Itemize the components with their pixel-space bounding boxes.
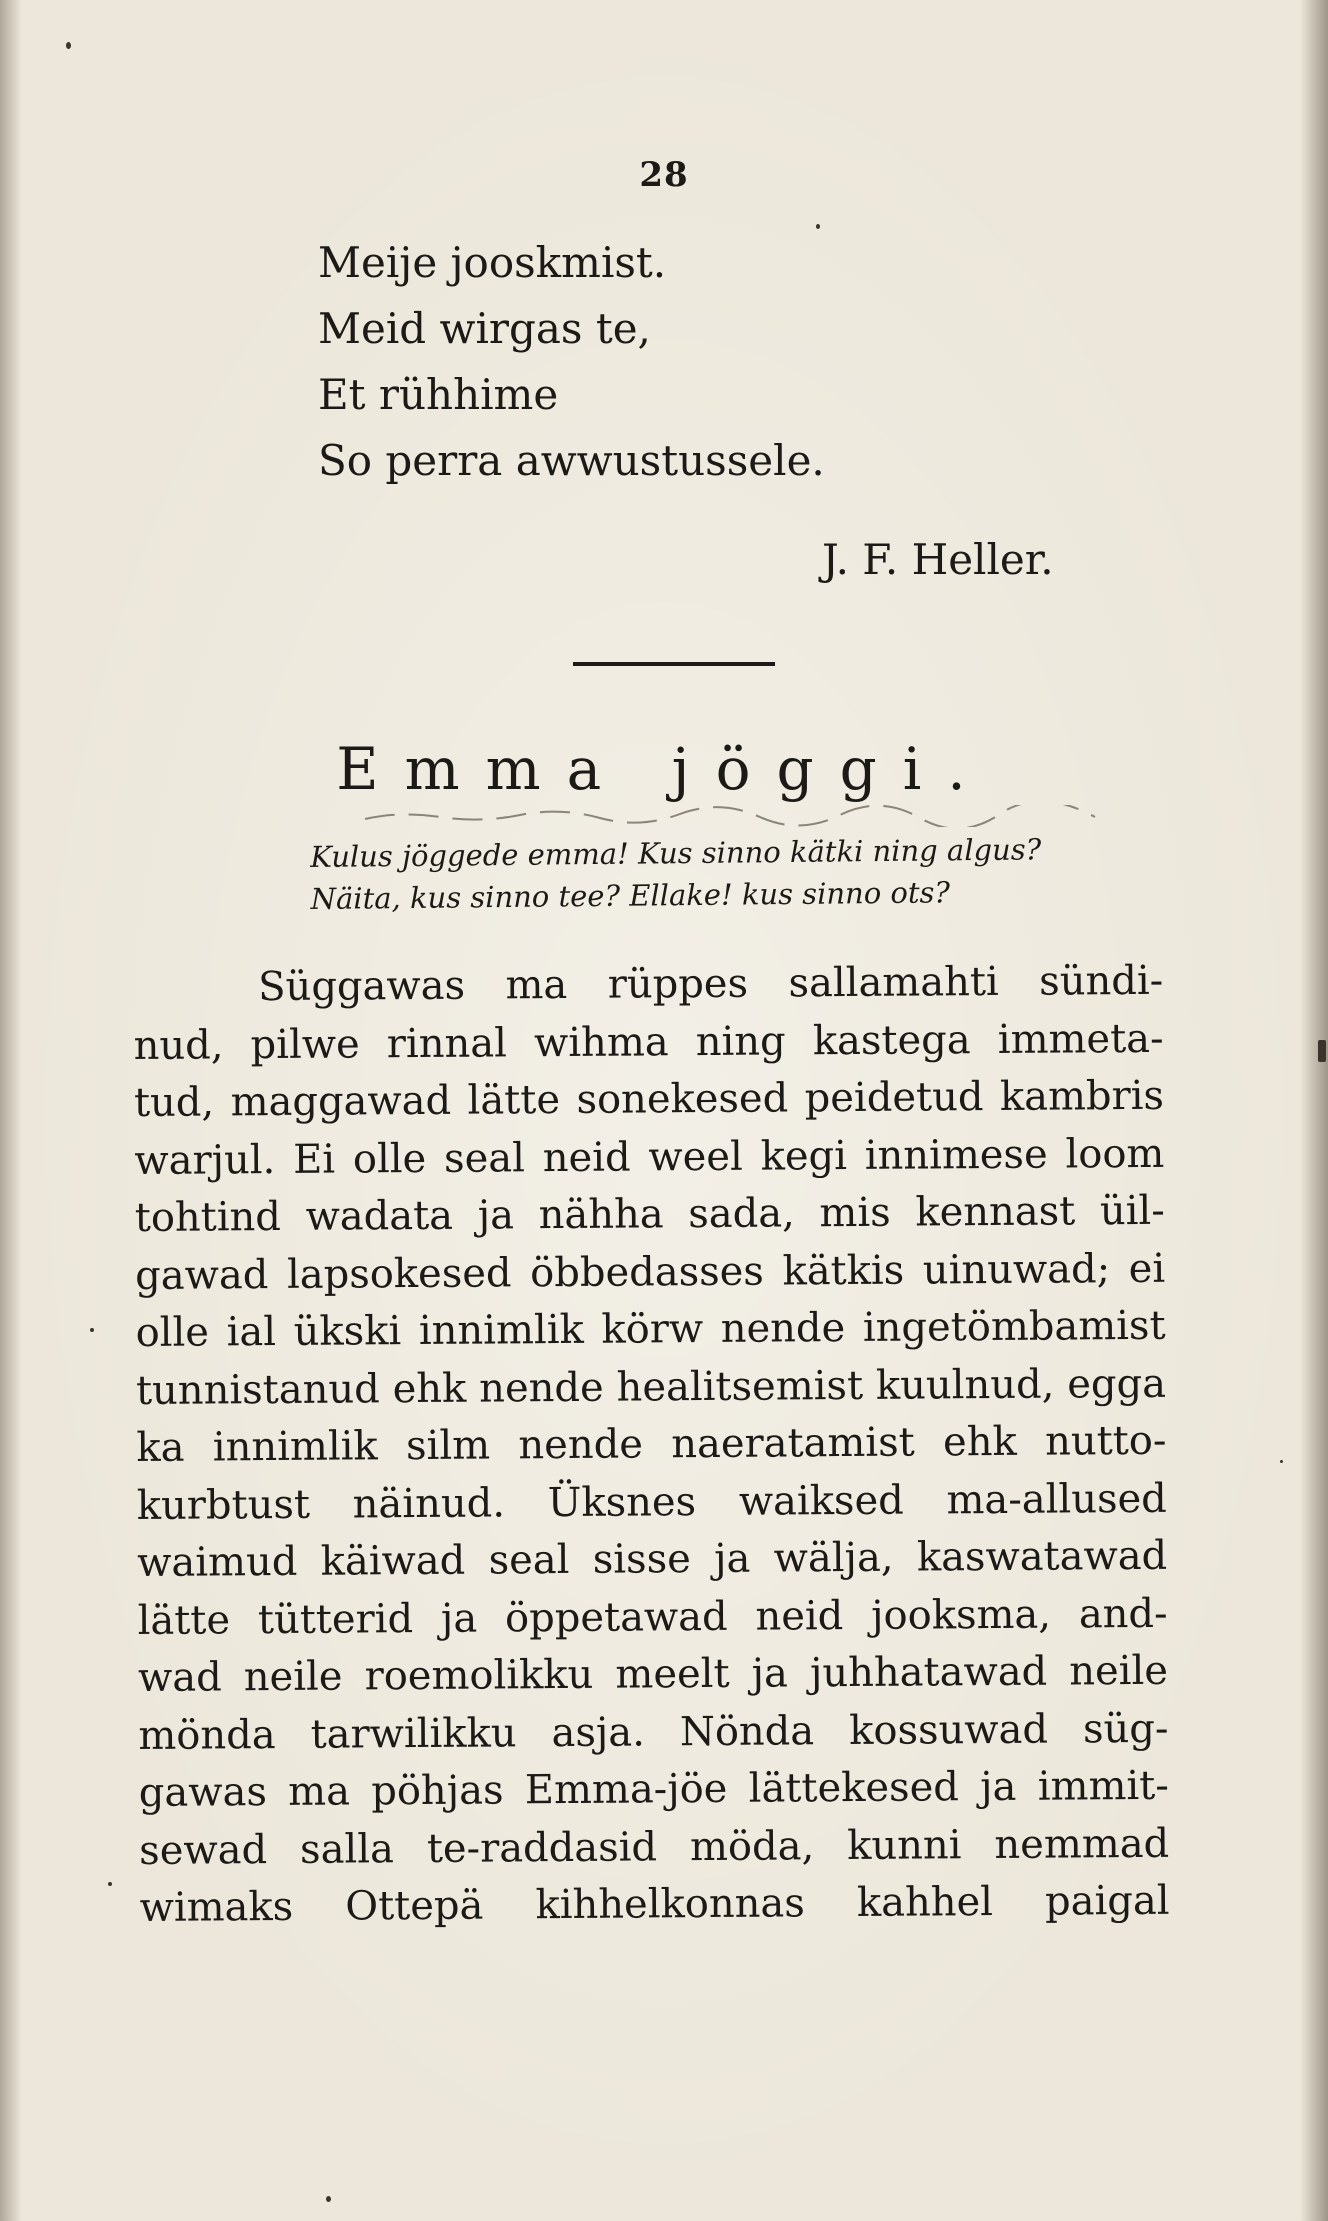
body-line: tud, maggawad lätte sonekesed peidetud kambris [133,1072,1165,1126]
paper-speck [108,1882,112,1886]
poem-ending [318,230,1018,494]
body-line: gawas ma pöhjas Emma-jöe lättekesed ja immit- [138,1762,1169,1816]
body-line: ka innimlik silm nende naeratamist ehk nutto- [136,1417,1167,1471]
body-line: waimud käiwad seal sisse ja wälja, kaswatawad [137,1532,1168,1586]
body-line: warjul. Ei olle seal neid weel kegi innimese loom [134,1130,1165,1184]
body-line: tunnistanud ehk nende healitsemist kuulnud, egga [135,1360,1167,1414]
poem-line: So perra awwustussele. [318,436,825,485]
paper-speck [90,1328,94,1332]
body-line: lätte tütterid ja öppetawad neid jooksma, and- [137,1590,1168,1644]
body-line: sewad salla te-raddasid möda, kunni nemmad [139,1820,1170,1874]
body-line: tohtind wadata ja nähha sada, mis kennast üil- [134,1187,1165,1241]
paper-speck [1280,1460,1283,1463]
poem-line: Et rühhime [318,370,559,419]
body-line: Süggawas ma rüppes sallamahti sündi- [258,957,1164,1011]
body-line: gawad lapsokesed öbbedasses kätkis uinuwad; ei [135,1245,1166,1299]
paper-speck [1318,1040,1326,1062]
body-line: wimaks Ottepä kihhelkonnas kahhel paigal [139,1877,1170,1931]
title-underline-ornament [360,805,1100,827]
epigraph-line: Näita, kus sinno tee? Ellake! kus sinno ots? [310,875,951,916]
poem-line: Meid wirgas te, [318,304,651,353]
body-line: olle ial ükski innimlik körw nende ingetömbamist [135,1302,1166,1356]
body-line: mönda tarwilikku asja. Nönda kossuwad süg- [138,1705,1169,1759]
body-line: wad neile roemolikku meelt ja juhhatawad neile [137,1647,1169,1701]
poem-line: Meije jooskmist. [318,238,667,287]
chapter-epigraph [310,827,1131,920]
epigraph-line: Kulus jöggede emma! Kus sinno kätki ning algus? [310,832,1042,874]
section-divider [573,662,775,666]
paper-speck [66,42,71,49]
chapter-title: Emma jöggi. [336,735,992,803]
chapter-body [133,953,1170,1938]
body-line: nud, pilwe rinnal wihma ning kastega immeta- [133,1015,1164,1069]
page-number: 28 [639,155,689,195]
body-line: kurbtust näinud. Üksnes waiksed ma-allused [136,1475,1167,1529]
paper-speck [816,224,820,229]
paper-speck [326,2196,331,2202]
poem-author: J. F. Heller. [822,535,1054,584]
